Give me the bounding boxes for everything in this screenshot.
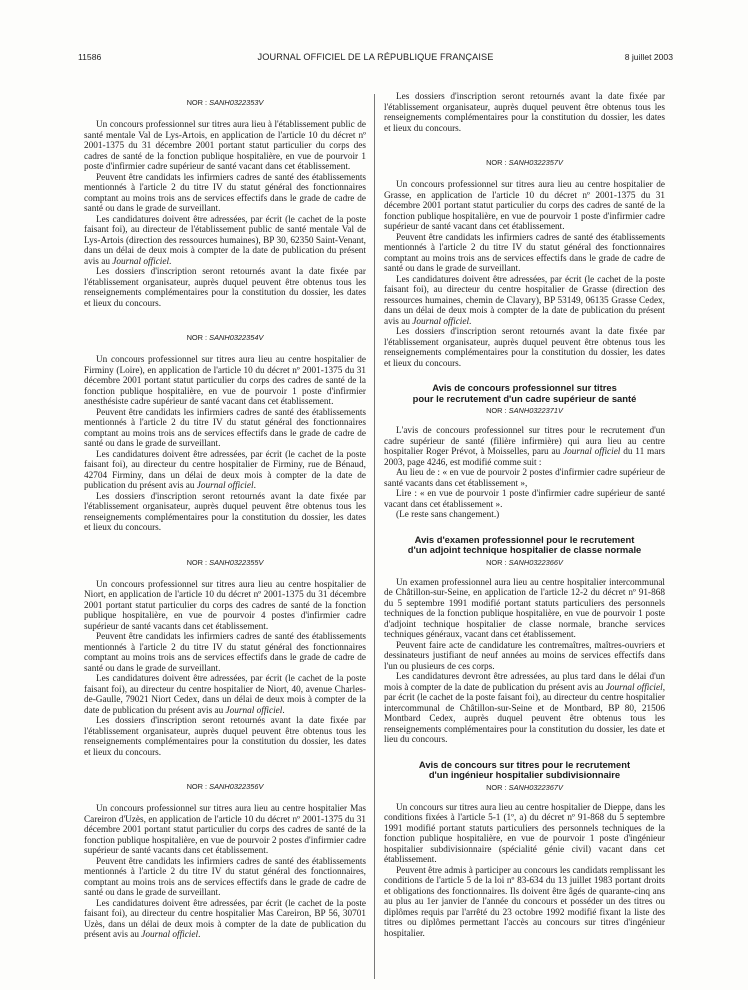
section-title-line: d'un ingénieur hospitalier subdivisionnaire xyxy=(428,769,621,780)
paragraph: Un concours professionnel sur titres aura lieu au centre hospitalier de Grasse, en application de l'article 10 du décret nº 2001-1375 du 31 décembre 2001 portant statut particulier du corps des cadres de santé de la fonction publique hospitalière, en vue de pourvoir 1 poste d'infirmier cadre supérieur de santé vacant dans cet établissement. xyxy=(384,180,665,232)
publication-date: 8 juillet 2003 xyxy=(624,52,673,62)
paragraph: Peuvent être admis à participer au concours les candidats remplissant les conditions de l'article 5 de la loi nº 83-634 du 13 juillet 1983 portant droits et obligations des fonctionnaires. Ils doivent être âgés de quarante-cinq ans au plus au 1er janvier de l'année du concours et posséder un des titres ou diplômes requis par l'arrêté du 23 octobre 1992 modifié fixant la liste des titres ou diplômes permettant l'accès au concours sur titres d'ingénieur hospitalier. xyxy=(384,865,665,939)
section-title xyxy=(390,383,659,404)
paragraph: Les dossiers d'inscription seront retournés avant la date fixée par l'établissement organisateur, auprès duquel peuvent être obtenus tous les renseignements complémentaires pour la constitution du dossier, les dates et lieux du concours. xyxy=(84,491,366,533)
paragraph: Les candidatures doivent être adressées, par écrit (le cachet de la poste faisant foi), au directeur du centre hospitalier de Niort, 40, avenue Charles-de-Gaulle, 79021 Niort Cedex, dans un délai de deux mois à compter de la date de publication du présent avis au Journal officiel. xyxy=(84,674,366,716)
paragraph-text: Les candidatures doivent être adressées, par écrit (le cachet de la poste faisant foi), au directeur du centre hospitalier de Firminy, rue de Bénaud, 42704 Firminy, dans un délai de deux mois à compter de la date de publication du présent avis au xyxy=(84,449,366,491)
right-column xyxy=(384,92,665,972)
paragraph: Les candidatures doivent être adressées, par écrit (le cachet de la poste faisant foi), au directeur du centre hospitalier de Firminy, rue de Bénaud, 42704 Firminy, dans un délai de deux mois à compter de la date de publication du présent avis au Journal officiel. xyxy=(84,449,366,491)
paragraph xyxy=(384,426,665,468)
paragraph-text: Les candidatures devront être adressées, au plus tard dans le délai d'un mois à compter de la date de publication du présent avis au xyxy=(384,672,665,693)
nor-reference: NOR : SANH0322357V xyxy=(486,158,563,167)
paragraph: Les candidatures doivent être adressées, par écrit (le cachet de la poste faisant foi), au directeur du centre hospitalier Mas Careiron, BP 56, 30701 Uzès, dans un délai de deux mois à compter de la date de publication du présent avis au Journal officiel. xyxy=(84,898,366,940)
section-title-line: Avis de concours sur titres pour le recrutement xyxy=(418,758,631,770)
nor-reference: NOR : SANH0322355V xyxy=(186,557,264,567)
paragraph: Les dossiers d'inscription seront retournés avant la date fixée par l'établissement organisateur, auprès duquel peuvent être obtenus tous les renseignements complémentaires pour la constitution du dossier, les dates et lieux du concours. xyxy=(84,267,366,309)
journal-officiel-ref: Journal officiel xyxy=(112,256,170,267)
journal-officiel-ref: Journal officiel xyxy=(605,682,663,693)
journal-officiel-ref: Journal officiel xyxy=(141,930,199,940)
journal-title: JOURNAL OFFICIEL DE LA RÉPUBLIQUE FRANÇAISE xyxy=(257,52,494,62)
paragraph xyxy=(384,672,665,746)
paragraph: Peuvent être candidats les infirmiers cadres de santé des établissements mentionnés à l'article 2 du titre IV du statut général des fonctionnaires comptant au moins trois ans de services effectifs dans le grade de cadre de santé ou dans le grade de surveillant. xyxy=(84,407,366,449)
paragraph: Les candidatures doivent être adressées, par écrit (le cachet de la poste faisant foi), au directeur du centre hospitalier de Grasse (direction des ressources humaines, chemin de Clavary), BP 53149, 06135 Grasse Cedex, dans un délai de deux mois à compter de la date de publication du présent avis au Journal officiel. xyxy=(384,274,665,327)
journal-officiel-ref: Journal officiel xyxy=(563,447,621,457)
paragraph-text: Les candidatures doivent être adressées, par écrit (le cachet de la poste faisant foi), au directeur du centre hospitalier de Niort, 40, avenue Charles-de-Gaulle, 79021 Niort Cedex, dans un délai de deux mois à compter de la date de publication du présent avis au xyxy=(84,674,366,716)
nor-code: SANH0322371V xyxy=(508,406,563,415)
nor-reference: NOR : SANH0322354V xyxy=(186,333,264,342)
paragraph-text: Les candidatures doivent être adressées, par écrit (le cachet de la poste faisant foi), au directeur du centre hospitalier Mas Careiron, BP 56, 30701 Uzès, dans un délai de deux mois à compter de la date de publication du présent avis au xyxy=(84,898,366,940)
page-number: 11586 xyxy=(78,52,102,62)
section-title xyxy=(390,760,659,781)
nor-reference: NOR : SANH0322356V xyxy=(186,782,264,791)
paragraph: Au lieu de : « en vue de pourvoir 2 postes d'infirmier cadre supérieur de santé vacants dans cet établissement », xyxy=(384,468,665,489)
nor-code: SANH0322354V xyxy=(209,333,264,342)
nor-reference: NOR : SANH0322366V xyxy=(486,557,563,567)
paragraph: Peuvent faire acte de candidature les contremaîtres, maîtres-ouvriers et dessinateurs justifiant de neuf années au moins de services effectifs dans l'un ou plusieurs de ces corps. xyxy=(384,640,665,672)
paragraph-text: , par écrit (le cachet de la poste faisant foi), au directeur du centre hospitalier intercommunal de Châtillon-sur-Seine et de Montbard, BP 80, 21506 Montbard Cedex, auprès duquel peuvent être obtenus tous les renseignements complémentaires pour la constitution du dossier, les date et lieu du concours. xyxy=(384,682,665,745)
paragraph: Un concours professionnel sur titres aura lieu à l'établissement public de santé mentale Val de Lys-Artois, en application de l'article 10 du décret nº 2001-1375 du 31 décembre 2001 portant statut particulier du corps des cadres de santé de la fonction publique hospitalière, en vue de pourvoir 1 poste d'infirmier cadre supérieur de santé vacant dans cet établissement. xyxy=(84,120,366,172)
nor-code: SANH0322366V xyxy=(508,557,563,567)
paragraph-text: Les candidatures doivent être adressées, par écrit (le cachet de la poste faisant foi), au directeur du centre hospitalier de Grasse (direction des ressources humaines, chemin de Clavary), BP 53149, 06135 Grasse Cedex, dans un délai de deux mois à compter de la date de publication du présent avis au xyxy=(384,274,665,327)
paragraph: Peuvent être candidats les infirmiers cadres de santé des établissements mentionnés à l'article 2 du titre IV du statut général des fonctionnaires, comptant au moins trois ans de services effectifs dans le grade de cadre de santé ou dans le grade de surveillant. xyxy=(84,856,366,898)
section-title xyxy=(390,535,659,556)
paragraph-text: Les candidatures doivent être adressées, par écrit (le cachet de la poste faisant foi), au directeur de l'établissement public de santé mentale Val de Lys-Artois (direction des ressources humaines), BP 30, 62350 Saint-Venant, dans un délai de deux mois à compter de la date de publication du présent avis au xyxy=(84,214,366,267)
nor-code: SANH0322367V xyxy=(508,782,563,792)
section-title-line: d'un adjoint technique hospitalier de classe normale xyxy=(407,544,642,555)
left-column xyxy=(84,92,366,972)
paragraph: Les dossiers d'inscription seront retournés avant la date fixée par l'établissement organisateur, auprès duquel peuvent être obtenus tous les renseignements complémentaires pour la constitution du dossier, les dates et lieux du concours. xyxy=(384,92,665,134)
paragraph: Un concours sur titres aura lieu au centre hospitalier de Dieppe, dans les conditions fixées à l'article 5-1 (1º, a) du décret nº 91-868 du 5 septembre 1991 modifié portant statuts particuliers des personnels techniques de la fonction publique hospitalière, en vue de pourvoir 1 poste d'ingénieur hospitalier subdivisionnaire (spécialité génie civil) vacant dans cet établissement. xyxy=(384,802,665,865)
paragraph: Un examen professionnel aura lieu au centre hospitalier intercommunal de Châtillon-sur-Seine, en application de l'article 12-2 du décret nº 91-868 du 5 septembre 1991 modifié portant statuts particuliers des personnels techniques de la fonction publique hospitalière, en vue de pourvoir 1 poste d'adjoint technique hospitalier de classe normale, branche services techniques généraux, vacant dans cet établissement. xyxy=(384,577,665,640)
section-title-line: Avis d'examen professionnel pour le recrutement xyxy=(414,533,635,545)
nor-reference: NOR : SANH0322367V xyxy=(486,782,563,792)
nor-code: SANH0322356V xyxy=(209,782,264,791)
paragraph-text: L'avis de concours professionnel sur titres pour le recrutement d'un cadre supérieur de santé (filière infirmière) qui aura lieu au centre hospitalier Roger Prévot, à Moisselles, paru au xyxy=(384,426,665,457)
paragraph: Les dossiers d'inscription seront retournés avant la date fixée par l'établissement organisateur, auprès duquel peuvent être obtenus tous les renseignements complémentaires pour la constitution du dossier, les dates et lieux du concours. xyxy=(384,327,665,369)
column-divider xyxy=(374,94,375,979)
nor-code: SANH0322357V xyxy=(508,158,563,167)
paragraph: Un concours professionnel sur titres aura lieu au centre hospitalier de Firminy (Loire), en application de l'article 10 du décret nº 2001-1375 du 31 décembre 2001 portant statut particulier du corps des cadres de santé de la fonction publique hospitalière, en vue de pourvoir 1 poste d'infirmier anesthésiste cadre supérieur de santé vacant dans cet établissement. xyxy=(84,355,366,407)
section-title-line: pour le recrutement d'un cadre supérieur de santé xyxy=(412,392,637,404)
section-title-line: Avis de concours professionnel sur titres xyxy=(432,382,617,393)
paragraph-text: du 11 mars 2003, page 4246, est modifié comme suit : xyxy=(384,447,665,468)
nor-reference: NOR : SANH0322353V xyxy=(186,98,264,107)
journal-officiel-ref: Journal officiel xyxy=(412,316,470,327)
paragraph: Lire : « en vue de pourvoir 1 poste d'infirmier cadre supérieur de santé vacant dans cet établissement ». xyxy=(384,489,665,510)
nor-code: SANH0322355V xyxy=(209,557,264,567)
paragraph: Un concours professionnel sur titres aura lieu au centre hospitalier de Niort, en application de l'article 10 du décret nº 2001-1375 du 31 décembre 2001 portant statut particulier du corps des cadres de santé de la fonction publique hospitalière, en vue de pourvoir 4 postes d'infirmier cadre supérieur de santé vacants dans cet établissement. xyxy=(84,579,366,632)
paragraph: Peuvent être candidats les infirmiers cadres de santé des établissements mentionnés à l'article 2 du titre IV du statut général des fonctionnaires comptant au moins trois ans de services effectifs dans le grade de cadre de santé ou dans le grade de surveillant. xyxy=(384,232,665,274)
page-header xyxy=(78,52,673,68)
paragraph: Les dossiers d'inscription seront retournés avant la date fixée par l'établissement organisateur, auprès duquel peuvent être obtenus tous les renseignements complémentaires pour la constitution du dossier, les dates et lieux du concours. xyxy=(84,716,366,758)
paragraph: Peuvent être candidats les infirmiers cadres de santé des établissements mentionnés à l'article 2 du titre IV du statut général des fonctionnaires comptant au moins trois ans de services effectifs dans le grade de cadre de santé ou dans le grade de surveillant. xyxy=(84,632,366,674)
paragraph: Peuvent être candidats les infirmiers cadres de santé des établissements mentionnés à l'article 2 du titre IV du statut général des fonctionnaires comptant au moins trois ans de services effectifs dans le grade de cadre de santé ou dans le grade de surveillant. xyxy=(84,172,366,214)
paragraph: Les candidatures doivent être adressées, par écrit (le cachet de la poste faisant foi), au directeur de l'établissement public de santé mentale Val de Lys-Artois (direction des ressources humaines), BP 30, 62350 Saint-Venant, dans un délai de deux mois à compter de la date de publication du présent avis au Journal officiel. xyxy=(84,214,366,267)
nor-reference: NOR : SANH0322371V xyxy=(486,406,563,415)
paragraph: (Le reste sans changement.) xyxy=(396,510,500,520)
nor-code: SANH0322353V xyxy=(209,98,264,107)
journal-officiel-ref: Journal officiel xyxy=(196,481,254,491)
journal-officiel-ref: Journal officiel xyxy=(225,705,283,716)
paragraph: Un concours professionnel sur titres aura lieu au centre hospitalier Mas Careiron d'Uzès, en application de l'article 10 du décret nº 2001-1375 du 31 décembre 2001 portant statut particulier du corps des cadres de santé de la fonction publique hospitalière, en vue de pourvoir 2 postes d'infirmier cadre supérieur de santé vacants dans cet établissement. xyxy=(84,804,366,856)
